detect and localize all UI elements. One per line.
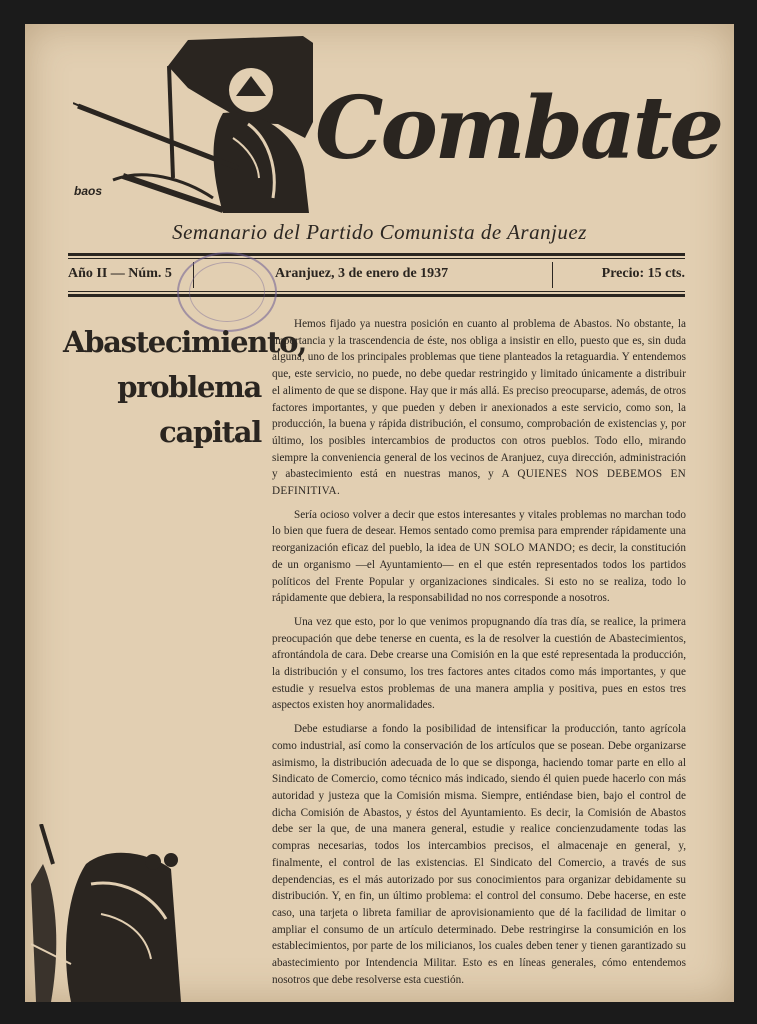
- newspaper-subtitle: Semanario del Partido Comunista de Aranjuez: [172, 220, 587, 244]
- article-paragraph: [272, 316, 686, 500]
- paragraph-emphasis: UN SOLO MANDO: [473, 542, 573, 555]
- paragraph-text: ; es decir, la constitución de un organismo —el Ayuntamiento— en el que estén representados todos los partidos políticos del Frente Popular y organizaciones sindicales. Si esto no se realiza, todo lo rápidamente que debiera, la responsabilidad no nos corresponde a nosotros.: [272, 542, 686, 605]
- article-body: [272, 316, 686, 995]
- newspaper-title: Combate: [315, 78, 722, 179]
- headline-line-1: Abastecimiento,: [63, 325, 306, 359]
- issue-number: Año II — Núm. 5: [68, 266, 172, 281]
- artist-signature: baos: [74, 184, 103, 198]
- paragraph-text: Sería ocioso volver a decir que estos interesantes y vitales problemas no marchan todo lo bien que fuera de desear. Hemos sentado como premisa para emprender rápidamente una reorganización eficaz del pueblo, la idea de: [272, 508, 686, 555]
- headline-line-2: problema: [117, 370, 261, 404]
- paragraph-text: Hemos fijado ya nuestra posición en cuanto al problema de Abastos. No obstante, la importancia y la trascendencia de éste, nos obliga a insistir en ello, puesto que es, sin duda alguna, uno de los principales problemas que tiene planteados la retaguardia. Y entendemos que, este servicio, no puede, no debe quedar restringido y limitado únicamente a distribuir el alimento de que se dispone. Hay que ir más allá. Es preciso preocuparse, además, de otros factores importantes, y que pueden y deben ir anexionados a este servicio, como son, la producción, la buena y rápida distribución, el consumo, comprobación de existencias y, por último, los posibles intercambios de productos con otros pueblos. Todo ello, mirando siempre la conveniencia general de los vecinos de Aranjuez, cuya dirección, administración y abastecimiento está en nuestras manos, y: [272, 318, 686, 481]
- paragraph-emphasis: A QUIENES NOS DEBEMOS EN DEFINITIVA.: [272, 468, 687, 498]
- bottom-rule: [68, 291, 685, 292]
- issue-date: Aranjuez, 3 de enero de 1937: [275, 266, 449, 281]
- bottom-rule-thick: [68, 294, 685, 297]
- article-headline: [63, 320, 306, 455]
- soldier-with-flag-illustration: [73, 28, 313, 213]
- article-paragraph: Una vez que esto, por lo que venimos propugnando día tras día, se realice, la primera preocupación que debe tenerse en cuenta, es la de resolver la cuestión de Abastecimientos, afrontándola de cara. Debe crearse una Comisión en la que esté representada la producción, la distribución y el consumo, los tres factores antes citados como más importantes, y que estudie y resuelva estos problemas de una manera amplia y positiva, pues en estos tres aspectos existen hoy anormalidades.: [272, 615, 686, 712]
- article-paragraph: Debe estudiarse a fondo la posibilidad de intensificar la producción, tanto agrícola como industrial, así como la conservación de los artículos que se posean. Debe organizarse asimismo, la distribución adecuada de lo que se disponga, haciendo tomar parte en ello al Sindicato de Comercio, como técnico más indicado, siendo él quien puede hacerlo con más autoridad y justeza que la Comisión misma. Siempre, entiéndase bien, bajo el control de dicha Comisión de Abastos, y éstos del Ayuntamiento. Es decir, la Comisión de Abastos debe ser la que, de una manera general, estudie y realice concienzudamente todas las compras necesarias, todos los intercambios precisos, el almacenaje en general, y, finalmente, el control de las existencias. El Sindicato del Comercio, a través de sus dependencias, es el más autorizado por sus conocimientos para organizar debidamente su distribución. Y, en fin, un último problema: el control del consumo. Debe hacerse, en este caso, una tarjeta o libreta familiar de aprovisionamiento que dé la facilidad de limitar o ampliar el consumo de un artículo determinado. Debe restringirse la consumición en los establecimientos, por parte de los milicianos, los cuales deben tener y tienen garantizado su abastecimiento por Intendencia Militar. Esto es en líneas generales, cómo entendemos nosotros que debe resolverse esta cuestión.: [272, 723, 686, 986]
- article-paragraph: [272, 507, 686, 607]
- issue-price: Precio: 15 cts.: [601, 266, 685, 281]
- top-rule-thin: [68, 258, 685, 259]
- info-separator: [552, 262, 553, 288]
- militia-illustration: [31, 824, 181, 1002]
- top-rule: [68, 253, 685, 256]
- issue-info-bar: [68, 260, 685, 288]
- newspaper-page: [25, 24, 734, 1002]
- headline-line-3: capital: [159, 415, 261, 449]
